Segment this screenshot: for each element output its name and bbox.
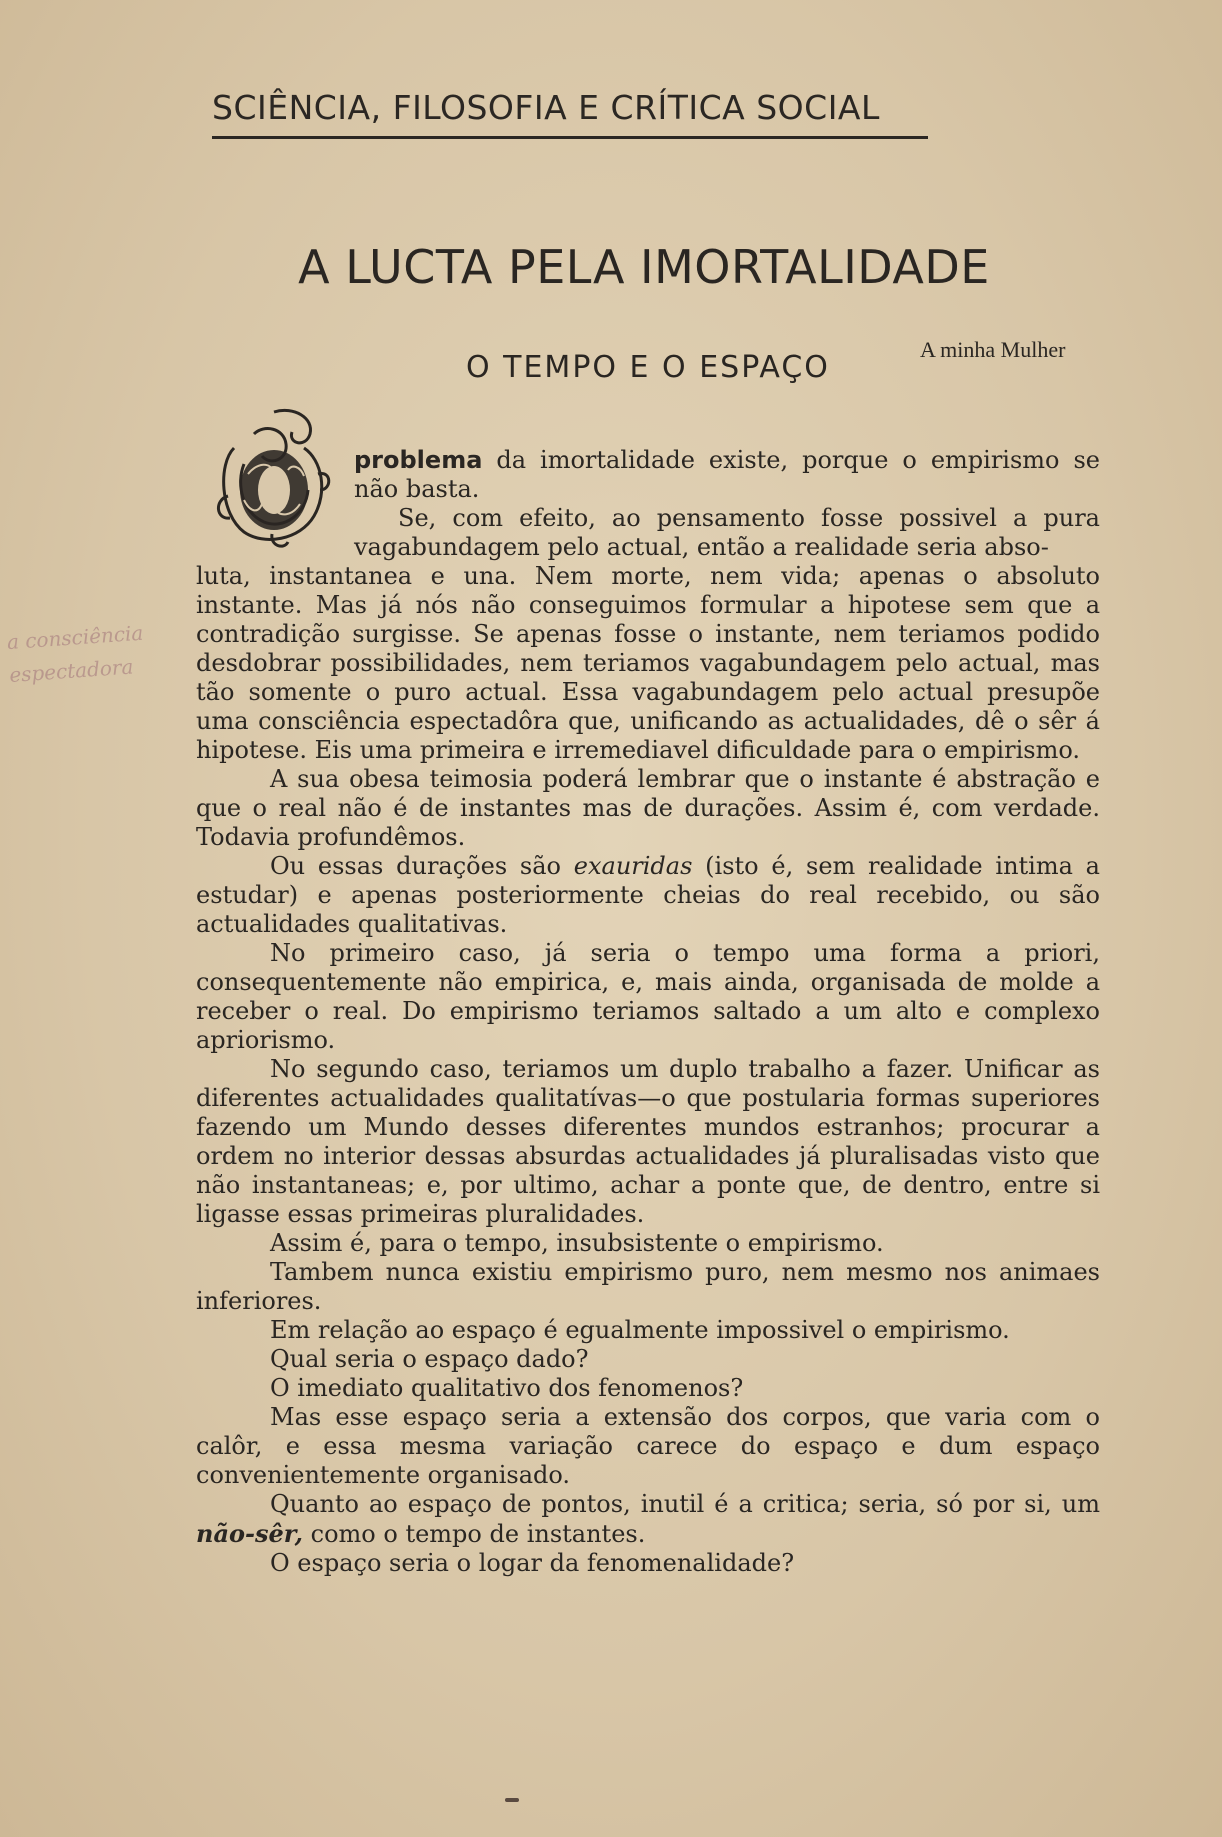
paragraph-5: No primeiro caso, já seria o tempo uma forma a priori, consequentemente não empirica, e, mais ainda, organisada de molde a receber o real. Do empirismo teriamos saltado a um alto e complexo apriorismo.	[196, 939, 1100, 1054]
paragraph-8: Tambem nunca existiu empirismo puro, nem mesmo nos animaes inferiores.	[196, 1258, 1100, 1315]
dedication: A minha Mulher	[920, 337, 1066, 362]
paragraph-11: O imediato qualitativo dos fenomenos?	[270, 1374, 744, 1402]
article-subtitle: O TEMPO E O ESPAÇO	[466, 350, 830, 385]
section-header: SCIÊNCIA, FILOSOFIA E CRÍTICA SOCIAL	[212, 88, 880, 127]
emphasis-nao-ser: não-sêr,	[196, 1519, 304, 1548]
paragraph-14: O espaço seria o logar da fenomenalidade?	[270, 1549, 795, 1577]
paragraph-3: A sua obesa teimosia poderá lembrar que o instante é abstração e que o real não é de instantes mas de durações. Assim é, com verdade. Todavia profundêmos.	[196, 765, 1100, 851]
paragraph-4-a: Ou essas durações são	[270, 852, 574, 880]
paragraph-2-text: luta, instantanea e una. Nem morte, nem vida; apenas o absoluto instante. Mas já nós não conseguimos formular a hipotese sem que a contradição surgisse. Se apenas fosse o instante, nem teriamos podido desdobrar possibilidades, nem teriamos vagabundagem pelo actual, mas tão somente o puro actual. Essa vagabundagem pelo actual presupõe uma consciência espectadôra que, unificando as actualidades, dê o sêr á hipotese. Eis uma primeira e irremediavel dificuldade para o empirismo.	[196, 562, 1100, 764]
paragraph-10: Qual seria o espaço dado?	[270, 1345, 589, 1373]
emphasis-exauridas: exauridas	[573, 852, 693, 880]
paragraph-7: Assim é, para o tempo, insubsistente o empirismo.	[270, 1229, 884, 1257]
paragraph-1-text: da imortalidade existe, porque o empirismo se não basta.	[354, 446, 1100, 503]
paragraph-12: Mas esse espaço seria a extensão dos corpos, que varia com o calôr, e essa mesma variação carece do espaço e dum espaço convenientemente organisado.	[196, 1403, 1100, 1489]
paragraph-4	[196, 852, 1100, 939]
lead-word: problema	[354, 446, 483, 474]
paragraph-6: No segundo caso, teriamos um duplo trabalho a fazer. Unificar as diferentes actualidades qualitatívas—o que postularia formas superiores fazendo um Mundo desses diferentes mundos estranhos; procurar a ordem no interior dessas absurdas actualidades já pluralisadas visto que não instantaneas; e, por ultimo, achar a ponte que, de dentro, entre si ligasse essas primeiras pluralidades.	[196, 1055, 1100, 1228]
paragraph-13-b: como o tempo de instantes.	[303, 1520, 646, 1548]
article-title	[0, 240, 1222, 294]
paragraph-4-b: (isto é, sem realidade intima a estudar) e apenas posteriormente cheias do real recebido, ou são actualidades qualitativas.	[196, 852, 1100, 938]
paragraph-1	[196, 446, 1100, 504]
page-mark	[505, 1798, 519, 1802]
paragraph-13	[196, 1490, 1100, 1549]
section-rule	[212, 136, 928, 139]
paragraph-13-a: Quanto ao espaço de pontos, inutil é a critica; seria, só por si, um	[270, 1490, 1100, 1518]
paragraph-9: Em relação ao espaço é egualmente impossivel o empirismo.	[270, 1316, 1010, 1344]
article-body	[196, 446, 1100, 1578]
handwritten-margin-note: a consciência espectadora	[6, 620, 145, 688]
article-title-text: A LUCTA PELA IMORTALIDADE	[298, 240, 990, 294]
paragraph-2-wrapped: Se, com efeito, ao pensamento fosse possivel a pura vagabundagem pelo actual, então a realidade seria abso-	[354, 504, 1100, 561]
paragraph-2	[196, 504, 1100, 765]
